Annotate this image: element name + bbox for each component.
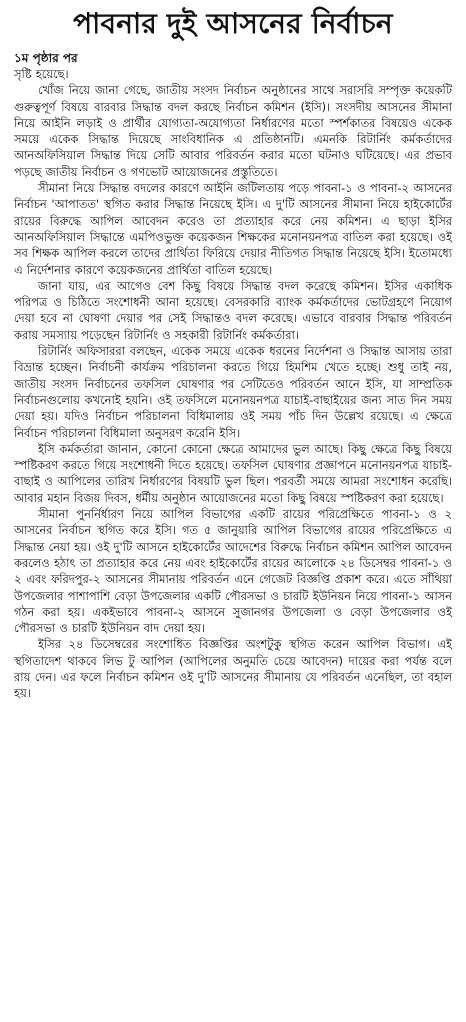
headline: পাবনার দুই আসনের নির্বাচন [73, 7, 393, 40]
article-paragraph: ইসির ২৪ ডিসেম্বরের সংশোধিত বিজ্ঞপ্তির অংশটুকু স্থগিত করেন আপিল বিভাগ। এই স্থগিতাদেশ থাকবে লিভ টু আপিল (আপিলের অনুমতি চেয়ে আবেদন) দায়ের করা পর্যন্ত বলে রায় দেন। এর ফলে নির্বাচন কমিশন ওই দু'টি আসনের সীমানায় যে পরিবর্তন এনেছিল, তা বহাল হয়। [14, 637, 452, 701]
article-paragraph: সীমানা পুনর্নির্ধারণ নিয়ে আপিল বিভাগের একটি রায়ের পরিপ্রেক্ষিতে পাবনা-১ ও ২ আসনের নির্বাচন স্থগিত করে ইসি। গত ৫ জানুয়ারি আপিল বিভাগের রায়ের পরিপ্রেক্ষিতে এ সিদ্ধান্ত নেয়া হয়। ওই দু'টি আসনে হাইকোর্টের আদেশের বিরুদ্ধে নির্বাচন কমিশন আপিল আবেদন করলেও হঠাৎ তা প্রত্যাহার করে নেয় এবং হাইকোর্টের রায়ের আলোকে ২৪ ডিসেম্বর পাবনা-১ ও ২ এবং ফরিদপুর-২ আসনের সীমানায় পরিবর্তন এনে গেজেট বিজ্ঞপ্তি প্রকাশ করে। এতে সাঁথিয়া উপজেলার পাশাপাশি বেড়া উপজেলার একটি পৌরসভা ও চারটি ইউনিয়ন নিয়ে পাবনা-১ আসন গঠন করা হয়। একইভাবে পাবনা-২ আসনে সুজানগর উপজেলা ও বেড়া উপজেলার ওই পৌরসভা ও চারটি ইউনিয়ন বাদ দেয়া হয়। [14, 507, 452, 636]
article-paragraph: ইসি কর্মকর্তারা জানান, কোনো কোনো ক্ষেত্রে আমাদের ভুল আছে। কিছু ক্ষেত্রে কিছু বিষয়ে স্পষ্টিকরণ করতে গিয়ে সংশোধনী দিতে হয়েছে। তফসিল ঘোষণার প্রজ্ঞাপনে মনোনয়নপত্র যাচাই-বাছাই ও আপিলের তারিখ নির্ধারণের বিষয়টি ভুল ছিল। পরবর্তী সময়ে আমরা সংশোধন করেছি। আবার মহান বিজয় দিবস, ধর্মীয় অনুষ্ঠান আয়োজনের মতো কিছু বিষয়ে স্পষ্টিকরণ করা হয়েছে। [14, 441, 452, 505]
article-paragraph: সীমানা নিয়ে সিদ্ধান্ত বদলের কারণে আইনি জটিলতায় পড়ে পাবনা-১ ও পাবনা-২ আসনের নির্বাচন 'আপাতত' স্থগিত করার সিদ্ধান্ত নিয়েছে ইসি। এ দু'টি আসনের সীমানা নিয়ে হাইকোর্টের রায়ের বিরুদ্ধে আপিল আবেদন করেও তা প্রত্যাহার করে নেয় কমিশন। এ ছাড়া ইসির আনঅফিসিয়াল সিদ্ধান্তে এমপিওভুক্ত কয়েকজন শিক্ষকের মনোনয়নপত্র বাতিল করা হয়েছে। ওই সব শিক্ষক আপিল করলে তাদের প্রার্থিতা ফিরিয়ে দেয়ার নীতিগত সিদ্ধান্ত নিয়েছে ইসি। ইতোমধ্যে এ নির্দেশনার কারণে কয়েকজনের প্রার্থিতা বাতিল হয়েছে। [14, 181, 452, 277]
article-paragraph: সৃষ্টি হয়েছে। [14, 67, 69, 81]
article-paragraph: জানা যায়, এর আগেও বেশ কিছু বিষয়ে সিদ্ধান্ত বদল করেছে কমিশন। ইসির একাধিক পরিপত্র ও চিঠিতে সংশোধনী আনা হয়েছে। বেসরকারি ব্যাংক কর্মকর্তাদের ভোটগ্রহণে নিয়োগ দেয়া হবে না ঘোষণা দেয়ার পর সেই সিদ্ধান্তও বদল করেছে। এভাবে বারবার সিদ্ধান্ত পরিবর্তন করায় সমস্যায় পড়েছেন রিটার্নিং ও সহকারী রিটার্নিং কর্মকর্তারা। [14, 278, 452, 342]
article-paragraph: রিটার্নিং অফিসাররা বলছেন, একেক সময়ে একেক ধরনের নির্দেশনা ও সিদ্ধান্ত আসায় তারা বিভ্রান্ত হচ্ছেন। নির্বাচনী কার্যক্রম পরিচালনা করতে গিয়ে হিমশিম খেতে হচ্ছে। শুধু তাই নয়, জাতীয় সংসদ নির্বাচনের তফসিল ঘোষণার পর সেটিতেও পরিবর্তন আনে ইসি, যা সাম্প্রতিক নির্বাচনগুলোয় কখনোই হয়নি। ওই তফসিলে মনোনয়নপত্র যাচাই-বাছাইয়ের জন্য সাত দিন সময় দেয়া হয়। যদিও নির্বাচন পরিচালনা বিধিমালায় ওই সময় পাঁচ দিন উল্লেখ রয়েছে। এ ক্ষেত্রে নির্বাচন পরিচালনা বিধিমালা অনুসরণ করেনি ইসি। [14, 344, 452, 440]
article-paragraph: খোঁজ নিয়ে জানা গেছে, জাতীয় সংসদ নির্বাচন অনুষ্ঠানের সাথে সরাসরি সম্পৃক্ত কয়েকটি গুরুত্বপূর্ণ বিষয়ে বারবার সিদ্ধান্ত বদল করছে নির্বাচন কমিশন (ইসি)। সংসদীয় আসনের সীমানা নিয়ে আইনি লড়াই ও প্রার্থীর যোগ্যতা-অযোগ্যতা নির্ধারণের মতো স্পর্শকাতর বিষয়েও একেক সময়ে একেক সিদ্ধান্ত দিয়েছে সাংবিধানিক এ প্রতিষ্ঠানটি। এমনকি রিটার্নিং কর্মকর্তাদের আনঅফিসিয়াল সিদ্ধান্ত দিয়ে সেটি আবার পরিবর্তন করার মতো ঘটনাও ঘটিয়েছে। এর প্রভাব পড়ছে জাতীয় নির্বাচন ও গণভোট আয়োজনের প্রস্তুতিতে। [14, 83, 452, 179]
continued-from-page-label: ১ম পৃষ্ঠার পর [14, 51, 78, 65]
article-body [14, 66, 452, 702]
